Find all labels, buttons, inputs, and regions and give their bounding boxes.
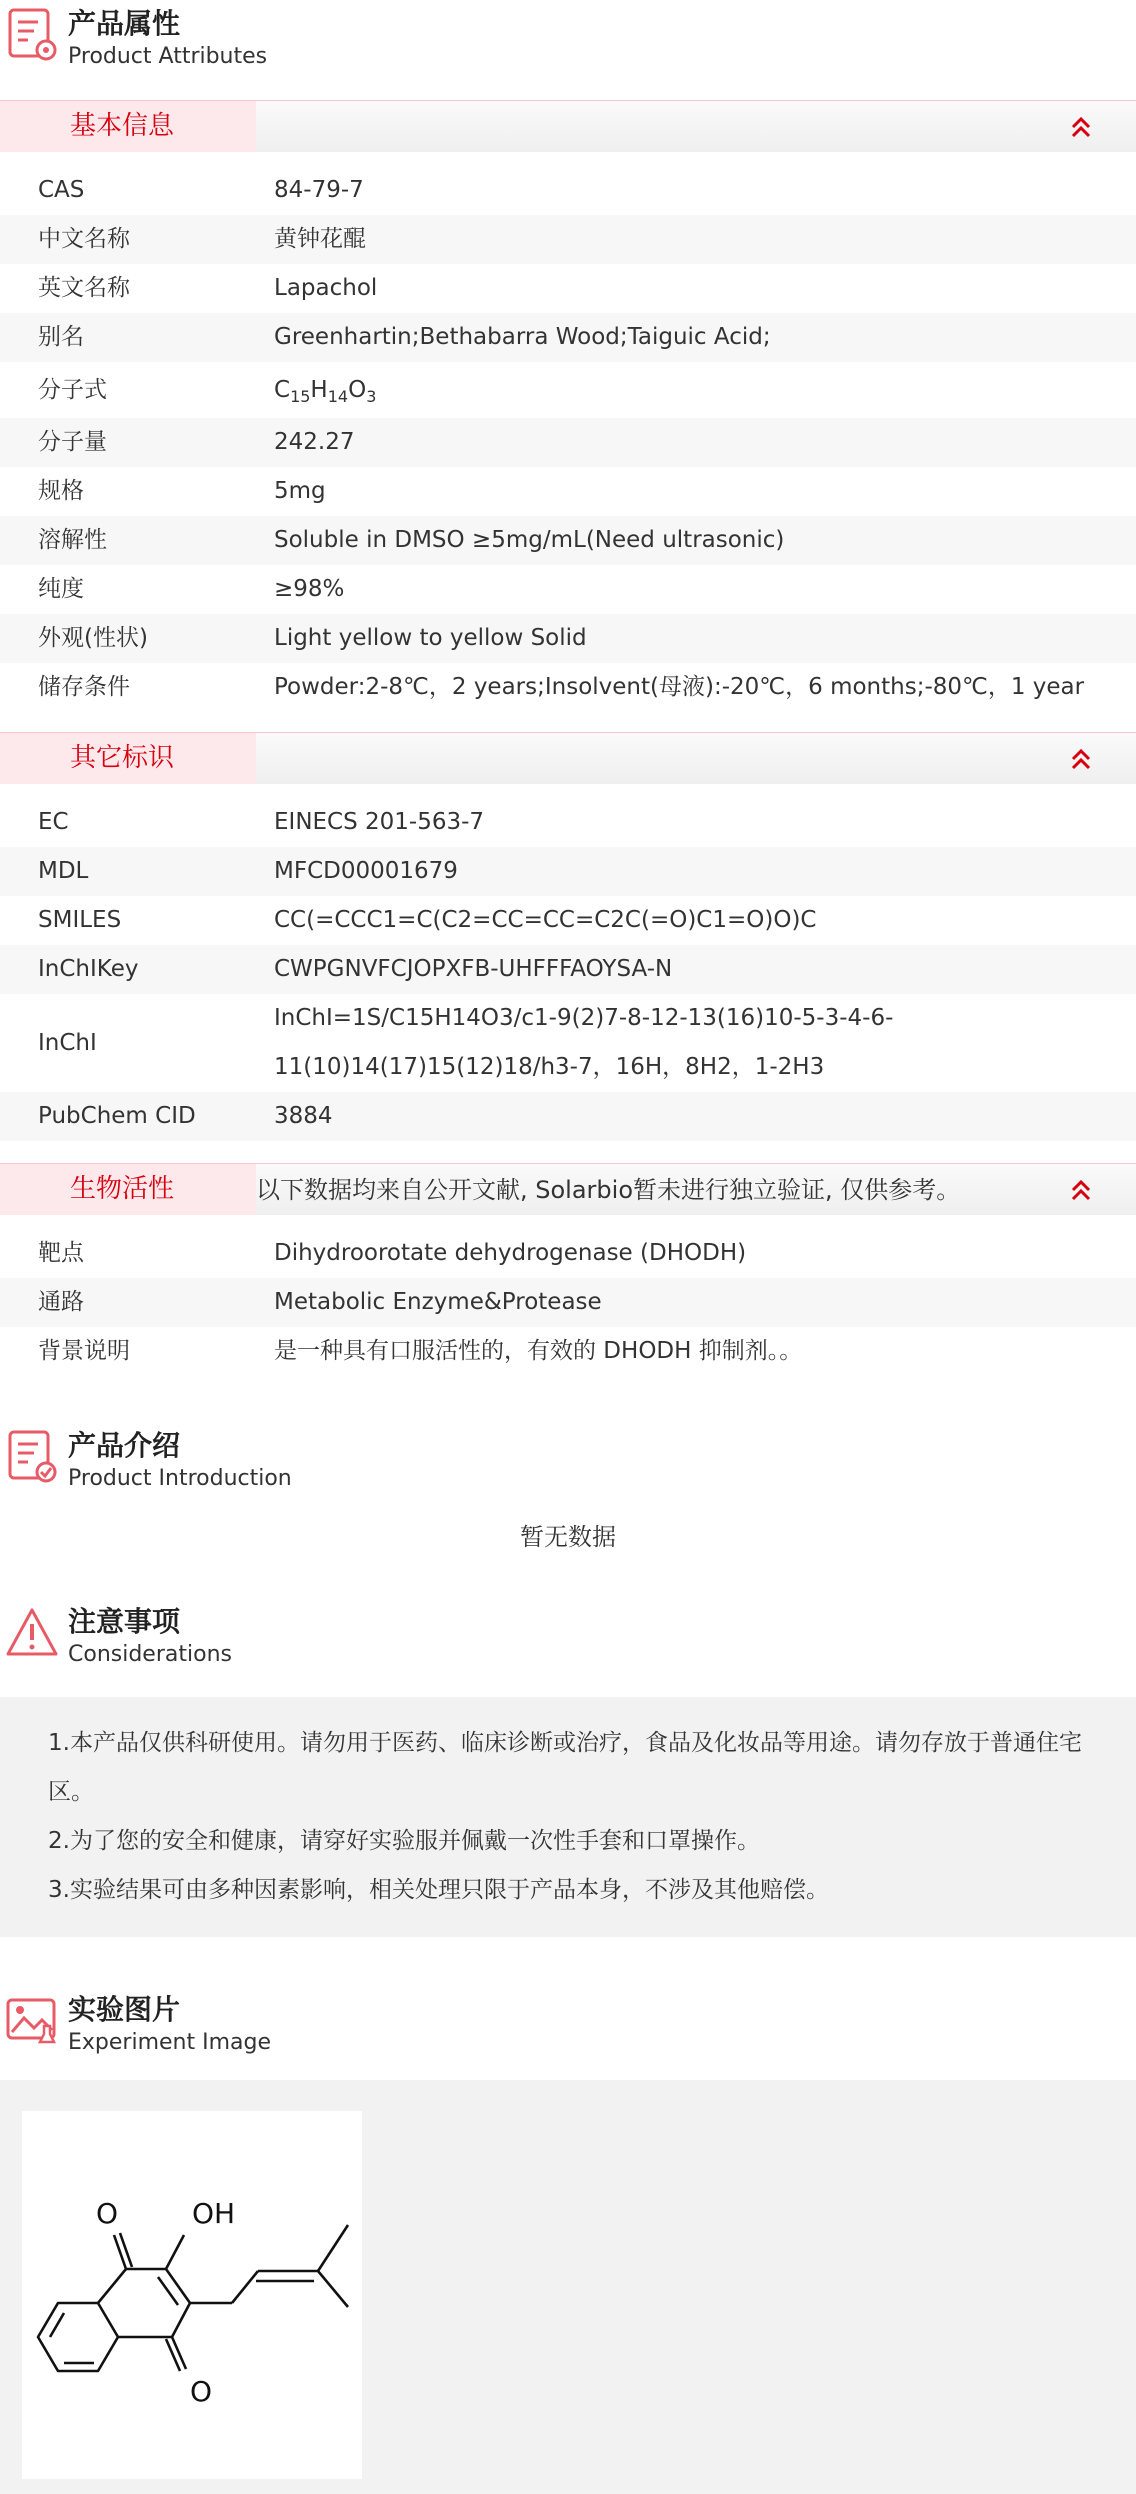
table-row: [0, 166, 1136, 215]
experiment-header: [0, 1986, 1136, 2066]
table-row: [0, 847, 1136, 896]
intro-header: [0, 1422, 1136, 1502]
row-value: ≥98%: [274, 576, 345, 602]
row-value: Lapachol: [274, 275, 378, 301]
row-value: Greenhartin;Bethabarra Wood;Taiguic Acid;: [274, 324, 771, 350]
formula-count: 15: [290, 387, 311, 406]
other-ids-table: [0, 798, 1136, 1141]
table-row: [0, 614, 1136, 663]
table-row: [0, 994, 1136, 1092]
basic-info-label: 基本信息: [70, 111, 175, 141]
consideration-item: 3.实验结果可由多种因素影响，相关处理只限于产品本身，不涉及其他赔偿。: [48, 1877, 829, 1903]
intro-empty-text: 暂无数据: [520, 1523, 616, 1551]
formula-element: O: [348, 377, 367, 403]
row-key: CAS: [38, 177, 85, 203]
consideration-item: 1.本产品仅供科研使用。请勿用于医药、临床诊断或治疗，食品及化妆品等用途。请勿存放于普通住宅区。: [48, 1730, 1082, 1805]
molecular-formula: [274, 362, 376, 418]
formula-element: H: [310, 377, 328, 403]
row-value: 黄钟花醌: [274, 226, 366, 252]
row-value: 84-79-7: [274, 177, 364, 203]
row-value: 3884: [274, 1103, 333, 1129]
row-key: InChI: [38, 1030, 97, 1056]
row-key: PubChem CID: [38, 1103, 196, 1129]
table-row: [0, 1327, 1136, 1376]
formula-count: 3: [366, 387, 377, 406]
row-value: Metabolic Enzyme&Protease: [274, 1289, 602, 1315]
table-row: [0, 362, 1136, 418]
attributes-header: [0, 0, 1136, 80]
row-value: Soluble in DMSO ≥5mg/mL(Need ultrasonic): [274, 527, 785, 553]
bio-disclaimer: 以下数据均来自公开文献, Solarbio暂未进行独立验证, 仅供参考。: [256, 1176, 961, 1204]
row-key: 分子式: [38, 377, 107, 403]
carbonyl-o-bottom: O: [190, 2375, 213, 2408]
table-row: [0, 264, 1136, 313]
structure-image[interactable]: [22, 2111, 362, 2479]
bio-activity-table: [0, 1229, 1136, 1376]
row-value: EINECS 201-563-7: [274, 809, 485, 835]
row-key: 别名: [38, 324, 84, 350]
considerations-panel: [0, 1697, 1136, 1937]
row-value: Light yellow to yellow Solid: [274, 625, 587, 651]
row-value: Dihydroorotate dehydrogenase (DHODH): [274, 1240, 747, 1266]
row-key: 溶解性: [38, 527, 107, 553]
formula-count: 14: [327, 387, 349, 406]
row-key: 规格: [38, 478, 84, 504]
other-ids-bar[interactable]: [0, 732, 1136, 784]
row-key: 英文名称: [38, 275, 130, 301]
table-row: [0, 663, 1136, 712]
row-key: SMILES: [38, 907, 122, 933]
row-value: CC(=CCC1=C(C2=CC=CC=C2C(=O)C1=O)O)C: [274, 907, 817, 933]
row-value: Powder:2-8℃，2 years;Insolvent(母液):-20℃，6 months;-80℃，1 year: [274, 674, 1085, 700]
table-row: [0, 418, 1136, 467]
intro-title: 产品介绍: [68, 1429, 181, 1462]
row-key: MDL: [38, 858, 89, 884]
lapachol-structure: [22, 2111, 362, 2479]
row-value: InChI=1S/C15H14O3/c1-9(2)7-8-12-13(16)10-5-3-4-6-11(10)14(17)15(12)18/h3-7，16H，8H2，1-2H3: [274, 1005, 894, 1080]
hydroxyl-oh: OH: [192, 2197, 236, 2230]
chevron-double-up-icon[interactable]: [1070, 745, 1092, 773]
experiment-subtitle: Experiment Image: [68, 2030, 272, 2055]
other-ids-label: 其它标识: [70, 743, 175, 773]
row-key: InChIKey: [38, 956, 139, 982]
row-key: 背景说明: [38, 1338, 130, 1364]
attributes-title: 产品属性: [68, 7, 181, 40]
table-row: [0, 565, 1136, 614]
table-row: [0, 1278, 1136, 1327]
image-flask-icon: [4, 1990, 60, 2050]
row-value: 5mg: [274, 478, 326, 504]
bio-activity-tab: [0, 1164, 256, 1215]
bio-activity-bar[interactable]: [0, 1163, 1136, 1215]
document-check-icon: [4, 1426, 60, 1486]
warning-triangle-icon: [4, 1602, 60, 1662]
row-value: CWPGNVFCJOPXFB-UHFFFAOYSA-N: [274, 956, 673, 982]
row-key: 纯度: [38, 576, 84, 602]
table-row: [0, 215, 1136, 264]
basic-info-table: [0, 166, 1136, 712]
row-value: 是一种具有口服活性的，有效的 DHODH 抑制剂。。: [274, 1338, 803, 1364]
table-row: [0, 516, 1136, 565]
table-row: [0, 467, 1136, 516]
carbonyl-o-top: O: [96, 2197, 119, 2230]
row-key: 外观(性状): [38, 625, 148, 651]
basic-info-bar[interactable]: [0, 100, 1136, 152]
other-ids-tab: [0, 733, 256, 784]
basic-info-tab: [0, 101, 256, 152]
row-key: 靶点: [38, 1240, 84, 1266]
considerations-subtitle: Considerations: [68, 1642, 232, 1667]
experiment-title: 实验图片: [68, 1993, 181, 2026]
row-key: 分子量: [38, 429, 107, 455]
chevron-double-up-icon[interactable]: [1070, 113, 1092, 141]
row-key: 中文名称: [38, 226, 130, 252]
table-row: [0, 1092, 1136, 1141]
row-key: 通路: [38, 1289, 84, 1315]
table-row: [0, 798, 1136, 847]
table-row: [0, 313, 1136, 362]
attributes-subtitle: Product Attributes: [68, 44, 268, 69]
bio-activity-label: 生物活性: [70, 1174, 175, 1204]
row-key: 储存条件: [38, 674, 130, 700]
intro-subtitle: Product Introduction: [68, 1466, 292, 1491]
row-value: MFCD00001679: [274, 858, 458, 884]
table-row: [0, 896, 1136, 945]
table-row: [0, 945, 1136, 994]
chevron-double-up-icon[interactable]: [1070, 1176, 1092, 1204]
consideration-item: 2.为了您的安全和健康，请穿好实验服并佩戴一次性手套和口罩操作。: [48, 1828, 760, 1854]
table-row: [0, 1229, 1136, 1278]
formula-element: C: [274, 377, 291, 403]
considerations-title: 注意事项: [68, 1605, 181, 1638]
considerations-header: [0, 1598, 1136, 1678]
row-key: EC: [38, 809, 69, 835]
row-value: 242.27: [274, 429, 355, 455]
document-gear-icon: [4, 4, 60, 64]
